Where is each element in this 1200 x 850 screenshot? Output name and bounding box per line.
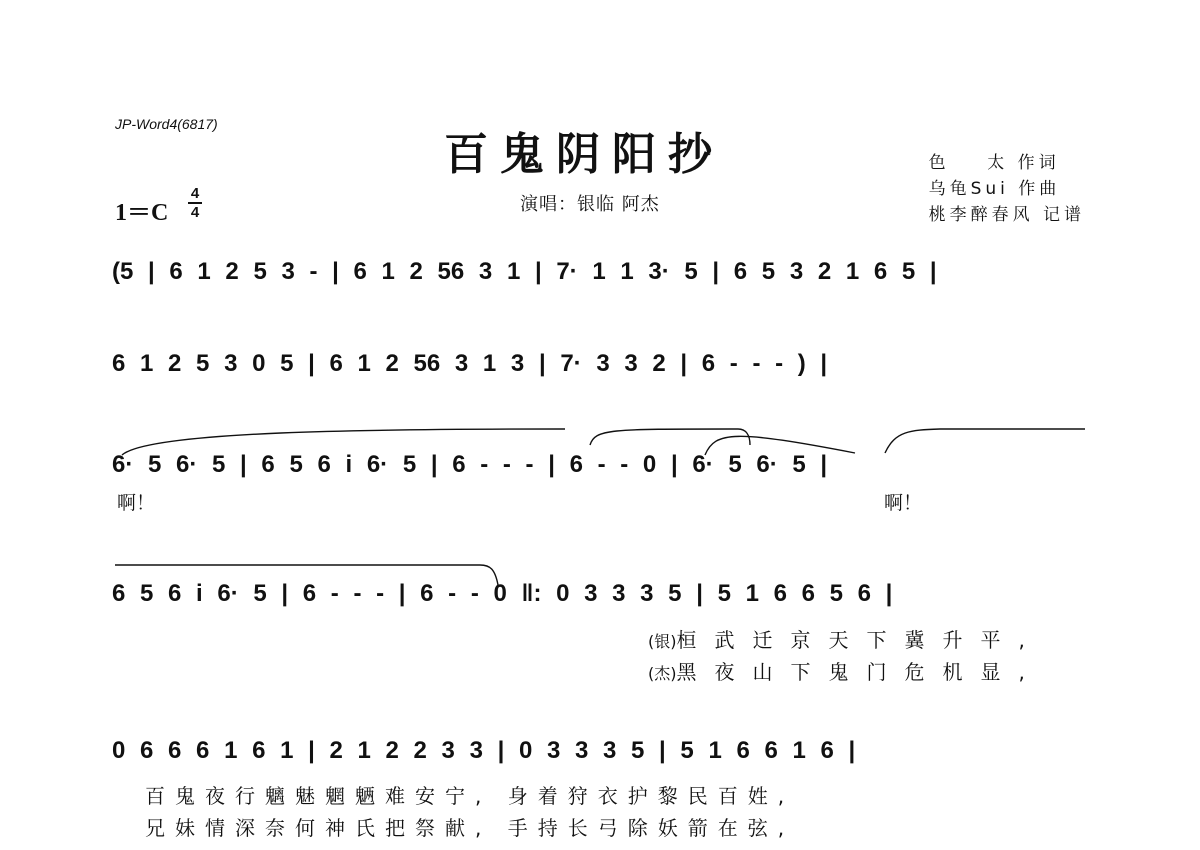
score-row-1: (5 | 6 1 2 5 3 - | 6 1 2 56 3 1 | 7· 1 1 3· 5 | 6 5 3 2 1 6 5 |: [112, 258, 937, 285]
exclamation-b: 啊！: [884, 492, 923, 514]
time-signature-bottom: 4: [190, 204, 200, 221]
score-row-3: 6· 5 6· 5 | 6 5 6 i 6· 5 | 6 - - - | 6 - - 0 | 6· 5 6· 5 |: [112, 451, 828, 478]
verse1-marker: (银): [648, 632, 677, 651]
credit-composer: 乌龟Sui 作曲: [928, 179, 1061, 199]
lyric-verse1-line1: [648, 624, 1043, 653]
time-signature-top: 4: [190, 185, 200, 202]
verse2-line1-text: 黑夜山下鬼门危机显,: [676, 660, 1043, 684]
lyric-verse2-line1: [648, 656, 1043, 685]
score-row-5: 0 6 6 6 1 6 1 | 2 1 2 2 3 3 | 0 3 3 3 5 | 5 1 6 6 1 6 |: [112, 737, 856, 764]
credit-lyricist: 色 太 作词: [928, 153, 1060, 173]
key-signature: 1＝C: [115, 200, 169, 226]
score-row-4: 6 5 6 i 6· 5 | 6 - - - | 6 - - 0 ‖: 0 3 3 3 5 | 5 1 6 6 5 6 |: [112, 580, 893, 607]
song-title: 百鬼阴阳抄: [444, 129, 724, 180]
credit-transcriber: 桃李醉春风 记谱: [928, 205, 1085, 225]
performers: 演唱：银临 阿杰: [520, 194, 660, 215]
lyric-verse2-line2: 兄妹情深奈何神氏把祭献, 手持长弓除妖箭在弦,: [145, 816, 795, 840]
exclamation-a: 啊！: [117, 492, 156, 514]
verse2-marker: (杰): [648, 664, 677, 683]
score-row-2: 6 1 2 5 3 0 5 | 6 1 2 56 3 1 3 | 7· 3 3 2 | 6 - - - ) |: [112, 350, 828, 377]
credits: [929, 150, 1085, 228]
lyric-verse1-line2: 百鬼夜行魑魅魍魉难安宁, 身着狩衣护黎民百姓,: [145, 784, 795, 808]
verse1-line1-text: 桓武迁京天下冀升平,: [676, 628, 1043, 652]
time-signature: [188, 186, 202, 220]
software-label: JP-Word4(6817): [115, 116, 218, 132]
